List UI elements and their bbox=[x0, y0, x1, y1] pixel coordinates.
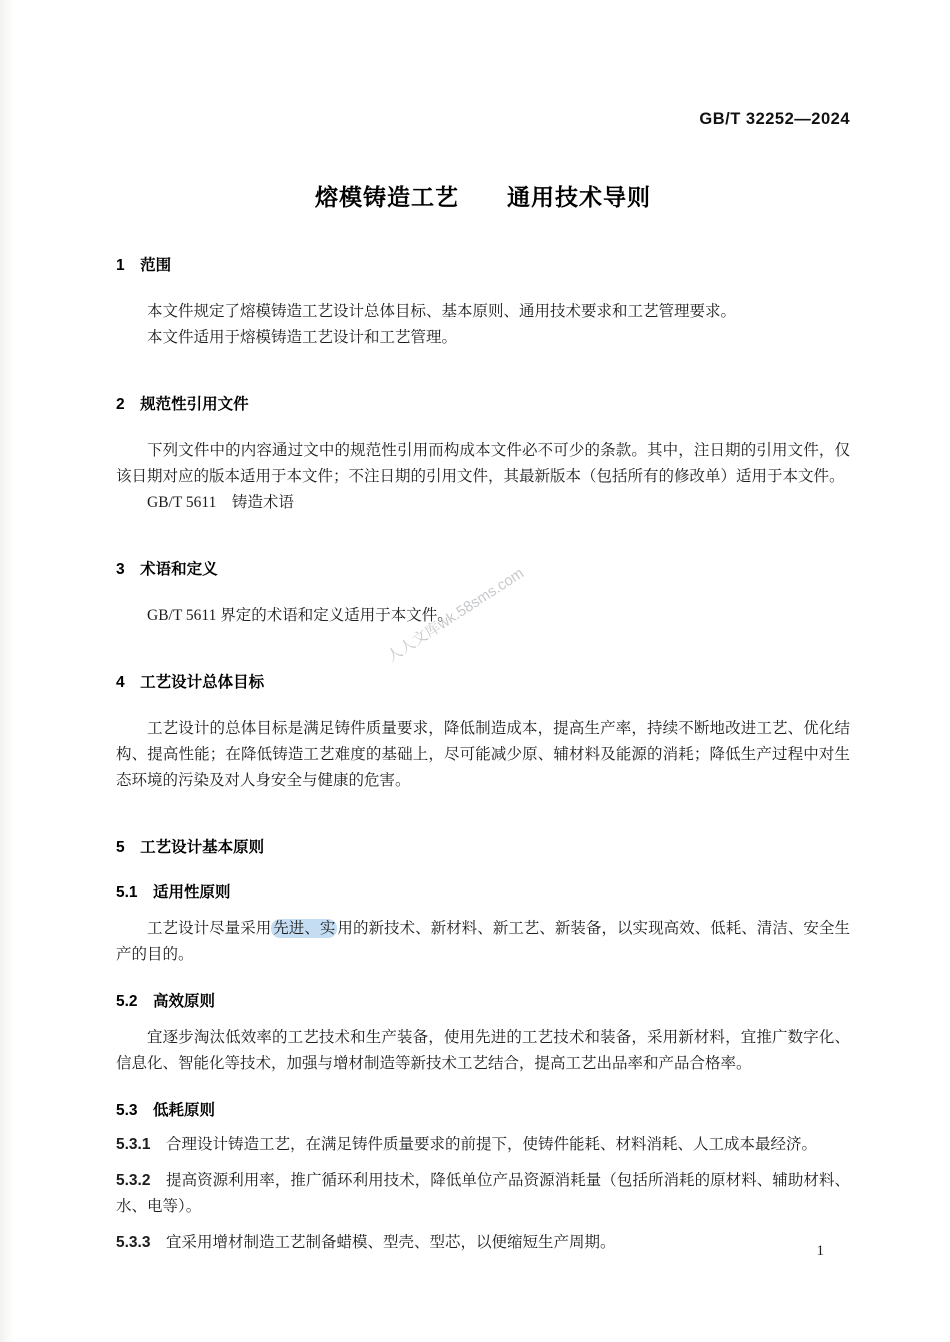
standard-code: GB/T 32252—2024 bbox=[699, 110, 850, 128]
section-4-heading: 4 工艺设计总体目标 bbox=[116, 674, 265, 691]
text-highlight: 先进、实 bbox=[273, 920, 336, 937]
paragraph-terms: GB/T 5611 界定的术语和定义适用于本文件。 bbox=[147, 607, 453, 624]
paragraph-normative-refs: 下列文件中的内容通过文中的规范性引用而构成本文件必不可少的条款。其中，注日期的引用文件，仅该日期对应的版本适用于本文件；不注日期的引用文件，其最新版本（包括所有的修改单）适用于本文件。 bbox=[116, 442, 850, 485]
clause-number: 5.3.3 bbox=[116, 1234, 151, 1251]
clause-text: 合理设计铸造工艺，在满足铸件质量要求的前提下，使铸件能耗、材料消耗、人工成本最经济。 bbox=[165, 1136, 817, 1153]
section-5-3-heading: 5.3 低耗原则 bbox=[116, 1102, 216, 1119]
clause-5-3-3 bbox=[116, 1230, 850, 1256]
clause-5-3-1 bbox=[116, 1132, 850, 1158]
paragraph-text-before: 工艺设计尽量采用 bbox=[147, 920, 272, 937]
section-5-heading: 5 工艺设计基本原则 bbox=[116, 839, 265, 856]
section-5-1-heading: 5.1 适用性原则 bbox=[116, 884, 231, 901]
paragraph-applicability bbox=[116, 916, 850, 968]
paragraph-scope-2: 本文件适用于熔模铸造工艺设计和工艺管理。 bbox=[147, 329, 458, 346]
clause-text: 提高资源利用率，推广循环利用技术，降低单位产品资源消耗量（包括所消耗的原材料、辅助材料、水、电等）。 bbox=[116, 1172, 850, 1215]
clause-number: 5.3.2 bbox=[116, 1172, 151, 1189]
section-1-heading: 1 范围 bbox=[116, 257, 172, 274]
paragraph-text-after: 用的新技术、新材料、新工艺、新装备，以实现高效、低耗、清洁、安全生产的目的。 bbox=[116, 920, 850, 963]
section-5-2-heading: 5.2 高效原则 bbox=[116, 993, 216, 1010]
document-title: 熔模铸造工艺 通用技术导则 bbox=[315, 184, 651, 210]
clause-text: 宜采用增材制造工艺制备蜡模、型壳、型芯，以便缩短生产周期。 bbox=[165, 1234, 616, 1251]
page-number: 1 bbox=[816, 1243, 824, 1259]
reference-entry: GB/T 5611 铸造术语 bbox=[147, 494, 294, 511]
section-2-heading: 2 规范性引用文件 bbox=[116, 396, 249, 413]
paragraph-scope-1: 本文件规定了熔模铸造工艺设计总体目标、基本原则、通用技术要求和工艺管理要求。 bbox=[147, 303, 737, 320]
watermark: 人人文库wk.58sms.com bbox=[384, 564, 527, 666]
clause-5-3-2 bbox=[116, 1168, 850, 1220]
paragraph-efficiency: 宜逐步淘汰低效率的工艺技术和生产装备，使用先进的工艺技术和装备，采用新材料，宜推广数字化、信息化、智能化等技术，加强与增材制造等新技术工艺结合，提高工艺出品率和产品合格率。 bbox=[116, 1029, 850, 1072]
clause-number: 5.3.1 bbox=[116, 1136, 151, 1153]
paragraph-overall-goal: 工艺设计的总体目标是满足铸件质量要求，降低制造成本，提高生产率，持续不断地改进工艺、优化结构、提高性能；在降低铸造工艺难度的基础上，尽可能减少原、辅材料及能源的消耗；降低生产过程中对生态环境的污染及对人身安全与健康的危害。 bbox=[116, 720, 850, 789]
section-3-heading: 3 术语和定义 bbox=[116, 561, 218, 578]
